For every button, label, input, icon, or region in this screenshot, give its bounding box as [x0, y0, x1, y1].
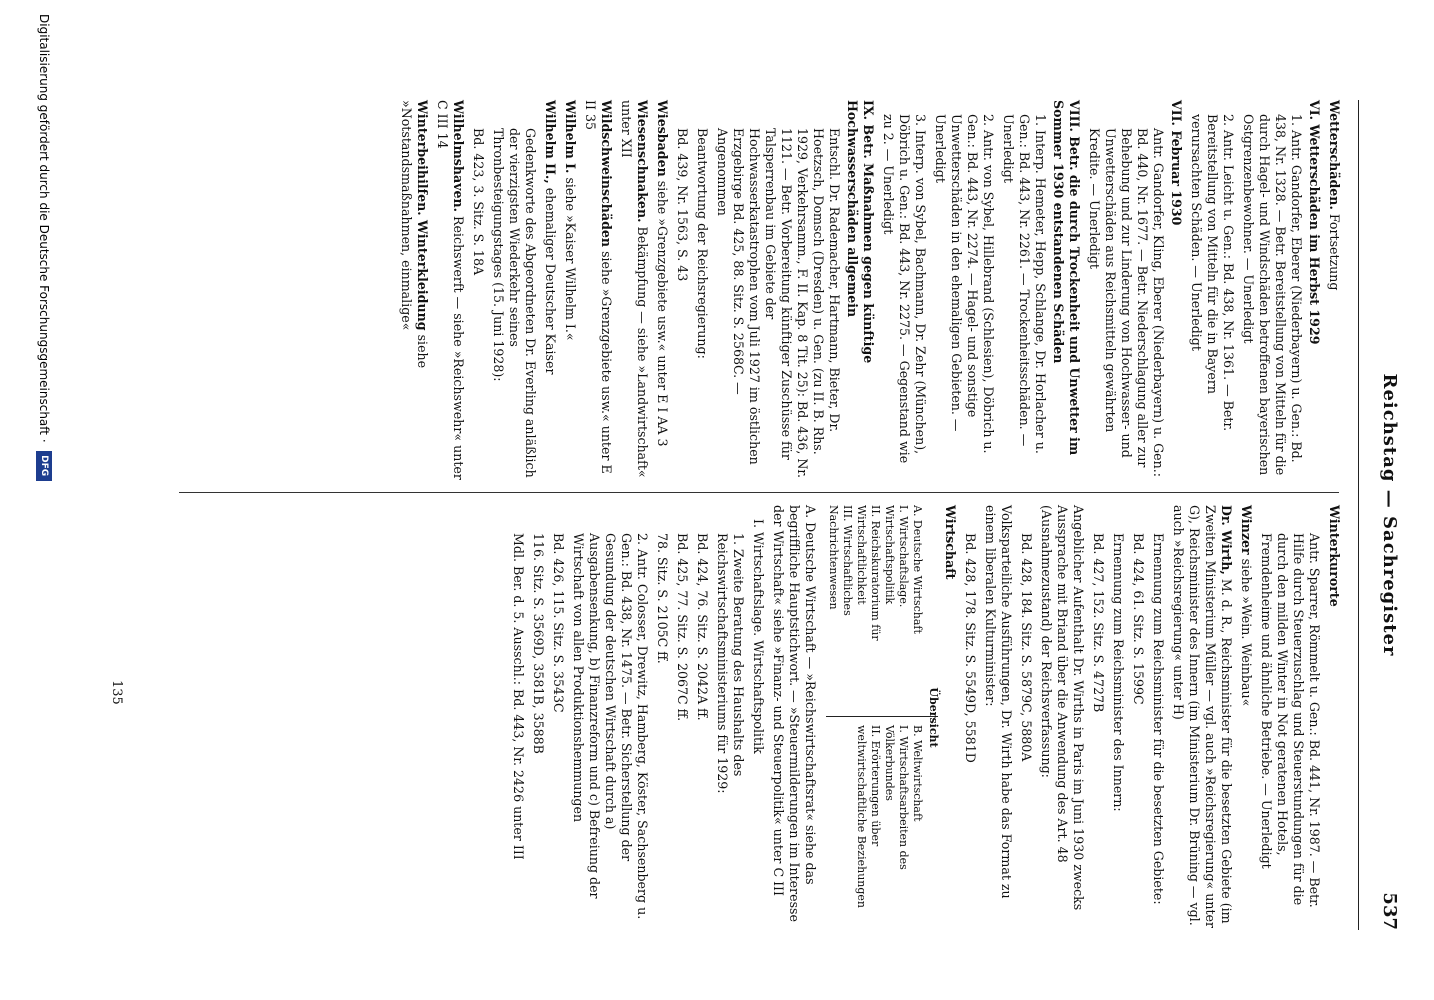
entry-line: Volksparteiliche Ausführungen, Dr. Wirth habe das Format zu einem liberalen Kulturminister:: [983, 505, 1014, 899]
credit-text: Digitalisierung gefördert durch die Deutsche Forschungsgemeinschaft ·: [37, 14, 51, 443]
entry-headword: Wildschweinschäden: [599, 100, 614, 248]
footer-page-number: 135: [109, 680, 124, 705]
entry-line: 3. Interp. von Sybel, Bachmann, Dr. Zehr (München), Döbrich u. Gen.: Bd. 443, Nr. 2275. — Gegenstand wie zu 2. — Unerledigt: [881, 114, 928, 464]
entry-headword: Winterbeihilfen. Winterkleidung: [415, 100, 430, 331]
entry-headword: Wiesenschnaken.: [635, 100, 650, 223]
entry-line: 1. Antr. Gandorfer, Eberer (Niederbayern) u. Gen.: Bd. 438, Nr. 1328. — Betr. Bereitstellung von Mitteln für die durch Hagel- und Windschäden betroffenen bayerischen Ostgrenzenbewohner. — Unerledigt: [1241, 114, 1304, 476]
index-entry: [1326, 100, 1342, 480]
overview-item: III. Wirtschaftliches Nachrichtenwesen: [827, 505, 854, 616]
index-entry: [1326, 505, 1342, 930]
overview-title: Übersicht: [927, 687, 940, 748]
entry-headword: Winterkurorte: [1327, 505, 1342, 607]
index-entry: [1238, 505, 1254, 930]
overview-item: II. Reichskuratorium für Wirtschaftlichkeit: [855, 505, 882, 641]
citation-ref: Bd. 439, Nr. 1563, S. 43: [675, 128, 690, 282]
entry-line: Mdl. Ber. d. 5. Ausschl.: Bd. 443, Nr. 2426 unter III: [511, 533, 526, 860]
overview-item: A. Deutsche Wirtschaft: [911, 505, 924, 634]
index-entry: [1170, 505, 1234, 930]
digitization-credit: [16, 0, 72, 1000]
dfg-logo-icon: DFG: [36, 451, 52, 481]
index-entry: [618, 100, 650, 480]
page-header: [1368, 100, 1408, 930]
section-heading: IX. Betr. Maßnahmen gegen künftige Hochwasserschäden allgemein: [845, 100, 876, 364]
citation-ref: Bd. 423, 3. Sitz. S. 18A: [471, 128, 486, 276]
index-entry: [942, 505, 958, 930]
entry-line: 1. Zweite Beratung des Haushalts des Reichswirtschaftsministeriums für 1929:: [715, 533, 746, 794]
entry-line: 2. Antr. Leicht u. Gen.: Bd. 438, Nr. 1361. — Betr. Bereitstellung von Mitteln für die in Bayern verursachten Schäden. — Unerledigt: [1189, 114, 1236, 432]
column-divider: [179, 492, 1339, 493]
entry-line: A. Deutsche Wirtschaft — »Reichswirtschaftsrat« siehe das begriffliche Hauptstichwort. — »Steuermilderungen im Interesse der Wirtschaft« siehe »Finanz- und Steuerpolitik« unter C III: [771, 505, 818, 922]
entry-line: Antr. Sparrer, Römmelt u. Gen.: Bd. 441, Nr. 1987. — Betr. Hilfe durch Steuerzuschlag und Steuerstundungen für die durch den milden Winter in Not geratenen Hotels, Fremdenheime und ähnliche Betriebe. — Unerledigt: [1259, 533, 1322, 908]
index-entry: [398, 100, 430, 480]
citation-ref: Bd. 427, 152. Sitz. S. 4727B: [1091, 533, 1106, 713]
entry-headword: Wirtschaft: [943, 505, 958, 580]
entry-line: Ernennung zum Reichsminister für die besetzten Gebiete:: [1151, 533, 1166, 905]
entry-line: Beantwortung der Reichsregierung:: [695, 128, 710, 359]
overview-item: I. Wirtschaftsarbeiten des Völkerbundes: [883, 725, 910, 870]
entry-headword: Wetterschäden.: [1327, 100, 1342, 210]
citation-ref: Bd. 424, 61. Sitz. S. 1599C: [1131, 533, 1146, 705]
entry-text: Bekämpfung — siehe »Landwirtschaft« unter XII: [619, 100, 650, 478]
page-number: 537: [1379, 892, 1400, 930]
entry-text: ehemaliger Deutscher Kaiser: [543, 183, 558, 375]
section-heading: VII. Februar 1930: [1169, 100, 1184, 226]
entry-line: Gedenkworte des Abgeordneten Dr. Everling anläßlich der vierzigsten Wiederkehr seines Thronbesteigungstages (15. Juni 1928):: [491, 128, 538, 478]
section-heading: VI. Wetterschäden im Herbst 1929: [1307, 100, 1322, 345]
index-entry: [582, 100, 614, 480]
entry-line: 2. Antr. Colosser, Drewitz, Hamberg, Köster, Sachsenberg u. Gen.: Bd. 438, Nr. 1475. — Betr. Sicherstellung der Gesundung der deutschen Wirtschaft durch a) Ausgabensenkung, b) Finanzreform und c) Befreiung der Wirtschaft von allen Produktionshemmungen: [571, 533, 650, 920]
entry-line: Antr. Gandorfer, Kling, Eberer (Niederbayern) u. Gen.: Bd. 440, Nr. 1677. — Betr. Niederschlagung aller zur Behebung und zur Linderung von Hochwasser- und Unwetterschäden aus Reichsmitteln gewährten Kredite. — Unerledigt: [1087, 128, 1166, 477]
citation-ref: Bd. 425, 77. Sitz. S. 2067C ff.: [675, 533, 690, 722]
entry-headword: Wilhelm II.,: [543, 100, 558, 184]
index-entry: [542, 100, 558, 480]
overview-item: II. Erörterungen über weltwirtschaftliche Beziehungen: [855, 725, 882, 909]
citation-ref: Bd. 428, 178. Sitz. S. 5549D, 5581D: [963, 533, 978, 763]
citation-ref: 78. Sitz. S. 2105C ff.: [655, 533, 670, 664]
entry-headword: Wilhelm I.: [563, 100, 578, 174]
entry-line: Ernennung zum Reichsminister des Innern:: [1111, 533, 1126, 812]
entry-text: siehe »Notstandsmaßnahmen, einmalige«: [399, 100, 430, 369]
entry-headword: Winzer: [1239, 505, 1254, 555]
entry-text: Fortsetzung: [1327, 209, 1342, 291]
index-entry: [434, 100, 466, 480]
citation-ref: 116. Sitz. S. 3569D, 3581B, 3588B: [531, 533, 546, 754]
citation-ref: Bd. 424, 76. Sitz. S. 2042A ff.: [695, 533, 710, 721]
entry-text: siehe »Kaiser Wilhelm I.«: [563, 173, 578, 341]
citation-ref: Bd. 426, 115. Sitz. S. 3543C: [551, 533, 566, 713]
entry-line: 1. Interp. Hemeter, Hepp, Schlange, Dr. Horlacher u. Gen.: Bd. 443, Nr. 2261. — Trockenheitsschäden. — Unerledigt: [1001, 114, 1048, 454]
overview-right: [826, 717, 938, 930]
entry-text: M. d. R., Reichsminister für die besetzten Gebiete (im Zweiten Ministerium Müller — vgl. auch »Reichsregierung« unter G), Reichsminister des Innern (im Ministerium Dr. Brüning — vgl. auch »Reichsregierung« unter H): [1171, 505, 1234, 928]
entry-line: 2. Antr. von Sybel, Hillebrand (Schlesien), Döbrich u. Gen.: Bd. 443, Nr. 2274. — Hagel- und sonstige Unwetterschäden in den ehemaligen Gebieten. — Unerledigt: [933, 114, 996, 454]
entry-line: Entschl. Dr. Rademacher, Hartmann, Bieter, Dr. Hoetzsch, Domsch (Dresden) u. Gen. (zu II. B. Rhs. 1929, Verkehrsamm., F. II. Kap. 8 Tit. 25): Bd. 436, Nr. 1121. — Betr. Vorbereitung künftiger Zuschüsse für Talsperrenbau im Gebiete der Hochwasserkatastrophen vom Juli 1927 im östlichen Erzgebirge Bd. 425, 88. Sitz. S. 2568C. — Angenommen: [715, 128, 842, 478]
entry-text: siehe »Grenzgebiete usw.« unter E I AA 3: [655, 176, 670, 447]
header-rule: [1358, 100, 1359, 930]
entry-line: I. Wirtschaftslage. Wirtschaftspolitik: [751, 519, 766, 754]
citation-ref: Bd. 428, 184. Sitz. S. 5879C, 5880A: [1019, 533, 1034, 762]
entry-headword: Wiesbaden: [655, 100, 670, 177]
right-column: [506, 505, 1342, 930]
index-entry: [654, 100, 670, 480]
index-entry: [562, 100, 578, 480]
entry-text: siehe »Grenzgebiete usw.« unter E II 35: [583, 100, 614, 474]
entry-headword: Wilhelmshaven.: [451, 100, 466, 213]
overview-item: I. Wirtschaftslage. Wirtschaftspolitik: [883, 505, 910, 608]
overview-left: [826, 505, 938, 717]
entry-headword: Dr. Wirth,: [1219, 505, 1234, 575]
entry-text: siehe »Wein. Weinbau«: [1239, 554, 1254, 707]
running-title: Reichstag — Sachregister: [1379, 373, 1400, 657]
left-column: [394, 100, 1342, 480]
section-heading: VIII. Betr. die durch Trockenheit und Unwetter im Sommer 1930 entstandenen Schäden: [1051, 100, 1082, 456]
entry-line: Angeblicher Aufenthalt Dr. Wirths in Paris im Juni 1930 zwecks Aussprache mit Briand über die Anwendung des Art. 48 (Ausnahmezustand) der Reichsverfassung:: [1039, 505, 1086, 911]
entry-text: Reichswerft — siehe »Reichswehr« unter C III 14: [435, 100, 466, 480]
overview-item: B. Weltwirtschaft: [911, 725, 924, 822]
overview-box: [826, 505, 938, 930]
